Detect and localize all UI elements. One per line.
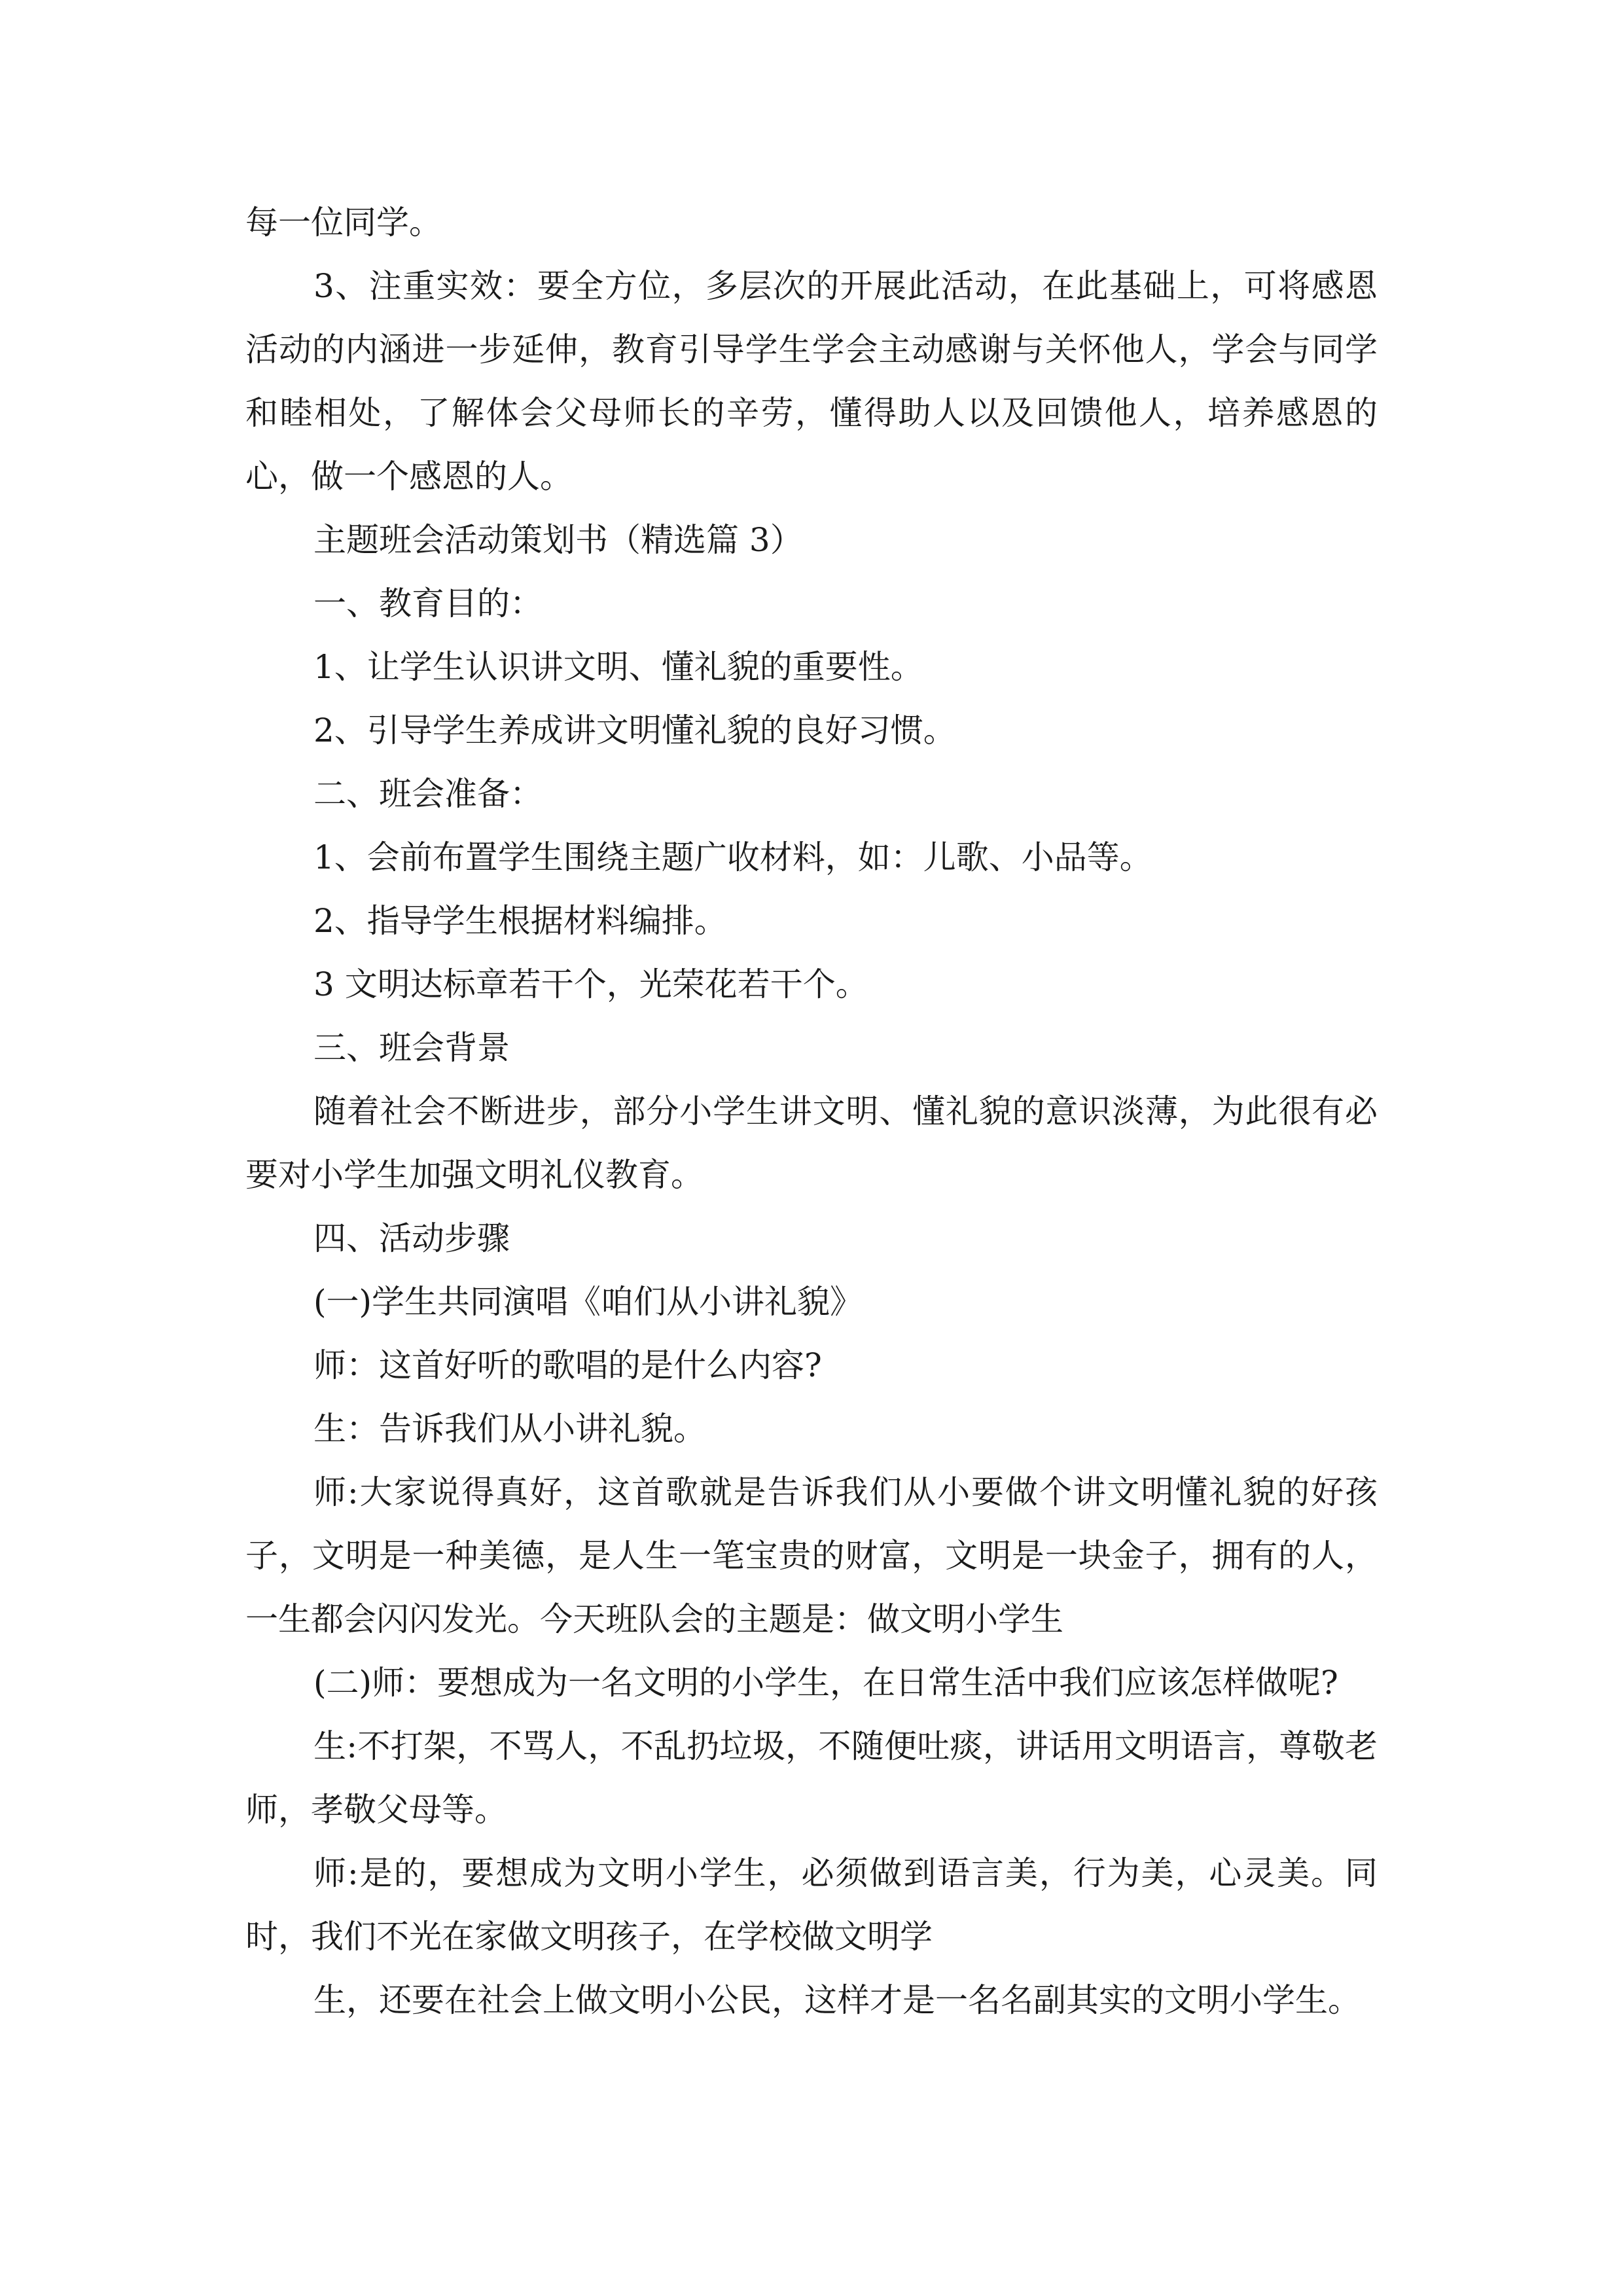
- dialogue-line: 生:不打架，不骂人，不乱扔垃圾，不随便吐痰，讲话用文明语言，尊敬老师，孝敬父母等。: [245, 1727, 1378, 1829]
- paragraph-continuation: 每一位同学。: [245, 204, 442, 242]
- section-heading-plan-3: 主题班会活动策划书（精选篇 3）: [313, 521, 803, 559]
- heading-meeting-preparation: 二、班会准备：: [313, 775, 543, 813]
- list-item: 3 文明达标章若干个，光荣花若干个。: [313, 965, 868, 1003]
- list-item: 2、指导学生根据材料编排。: [313, 902, 727, 940]
- list-item: 2、引导学生养成讲文明懂礼貌的良好习惯。: [313, 711, 956, 749]
- dialogue-line: 师:大家说得真好，这首歌就是告诉我们从小要做个讲文明懂礼貌的好孩子，文明是一种美德，是人生一笔宝贵的财富，文明是一块金子，拥有的人，一生都会闪闪发光。今天班队会的主题是：做文明小学生: [245, 1473, 1378, 1638]
- list-item: 1、会前布置学生围绕主题广收材料，如：儿歌、小品等。: [313, 838, 1152, 876]
- paragraph-background: 随着社会不断进步，部分小学生讲文明、懂礼貌的意识淡薄，为此很有必要对小学生加强文明礼仪教育。: [245, 1092, 1378, 1194]
- heading-education-goal: 一、教育目的：: [313, 584, 543, 622]
- dialogue-line: 师:是的，要想成为文明小学生，必须做到语言美，行为美，心灵美。同时，我们不光在家做文明孩子，在学校做文明学: [245, 1854, 1378, 1956]
- step-one: (一)学生共同演唱《咱们从小讲礼貌》: [313, 1283, 863, 1321]
- step-two: (二)师：要想成为一名文明的小学生，在日常生活中我们应该怎样做呢?: [313, 1664, 1338, 1702]
- dialogue-line: 生，还要在社会上做文明小公民，这样才是一名名副其实的文明小学生。: [313, 1981, 1361, 2019]
- dialogue-line: 生：告诉我们从小讲礼貌。: [313, 1410, 706, 1448]
- heading-meeting-background: 三、班会背景: [313, 1029, 510, 1067]
- heading-activity-steps: 四、活动步骤: [313, 1219, 510, 1257]
- dialogue-line: 师：这首好听的歌唱的是什么内容?: [313, 1346, 822, 1384]
- paragraph-item-3-practical-effect: 3、注重实效：要全方位，多层次的开展此活动，在此基础上，可将感恩活动的内涵进一步延伸，教育引导学生学会主动感谢与关怀他人，学会与同学和睦相处，了解体会父母师长的辛劳，懂得助人以及回馈他人，培养感恩的心，做一个感恩的人。: [245, 267, 1378, 495]
- list-item: 1、让学生认识讲文明、懂礼貌的重要性。: [313, 648, 923, 686]
- document-body: [245, 191, 1378, 2032]
